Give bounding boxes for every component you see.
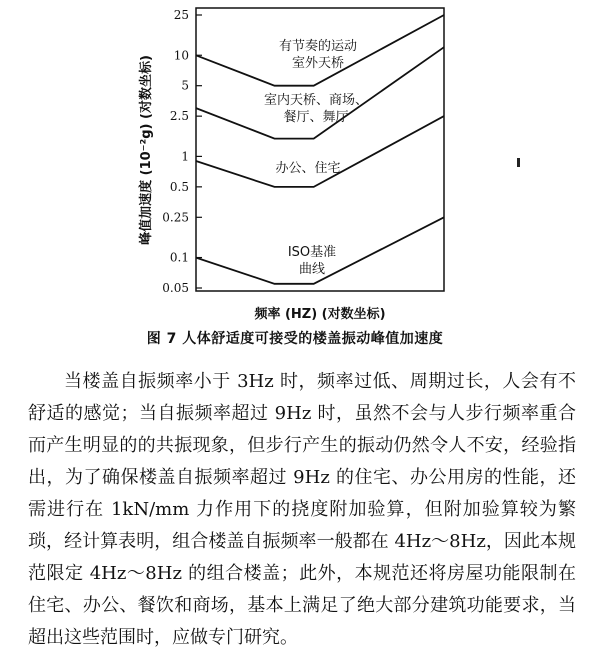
y-tick-label: 5 [181, 78, 189, 93]
figure-caption: 图 7 人体舒适度可接受的楼盖振动峰值加速度 [146, 331, 444, 347]
series-label: 室外天桥 [291, 56, 345, 71]
y-tick-label: 0.05 [162, 281, 189, 295]
y-tick-label: 0.1 [169, 250, 189, 265]
x-axis-label: 频率 (HZ) (对数坐标) [254, 307, 386, 322]
y-tick-label: 2.5 [169, 109, 189, 124]
series-label: ISO基准 [287, 245, 337, 260]
body-paragraph: 当楼盖自振频率小于 3Hz 时，频率过低、周期过长，人会有不舒适的感觉；当自振频率超过 9Hz 时，虽然不会与人步行频率重合而产生明显的的共振现象，但步行产生的振动仍然令人不安，经验指出，为了确保楼盖自振频率超过 9Hz 的住宅、办公用房的性能，还需进行在 1kN/mm 力作用下的挠度附加验算，但附加验算较为繁琐，经计算表明，组合楼盖自振频率一般都在 4Hz～8Hz，因此本规范限定 4Hz～8Hz 的组合楼盖；此外，本规范还将房屋功能限制在住宅、办公、餐饮和商场，基本上满足了绝大部分建筑功能要求，当超出这些范围时，应做专门研究。 [28, 371, 576, 648]
y-tick-label: 0.25 [162, 210, 189, 225]
y-tick-label: 0.5 [169, 179, 189, 194]
series-label: 餐厅、舞厅 [283, 110, 349, 125]
series-label: 办公、住宅 [275, 161, 341, 176]
y-axis-label: 峰值加速度 (10⁻²g) (对数坐标) [139, 55, 154, 245]
y-tick-label: 10 [173, 48, 189, 63]
y-tick-label: 25 [173, 8, 189, 22]
series-label: 有节奏的运动 [278, 39, 358, 54]
series-label: 曲线 [298, 262, 326, 277]
ink-mark [517, 158, 520, 167]
series-line [196, 116, 444, 187]
y-tick-label: 1 [181, 149, 189, 164]
series-labels [264, 38, 368, 277]
series-label: 室内天桥、商场、 [263, 93, 369, 108]
